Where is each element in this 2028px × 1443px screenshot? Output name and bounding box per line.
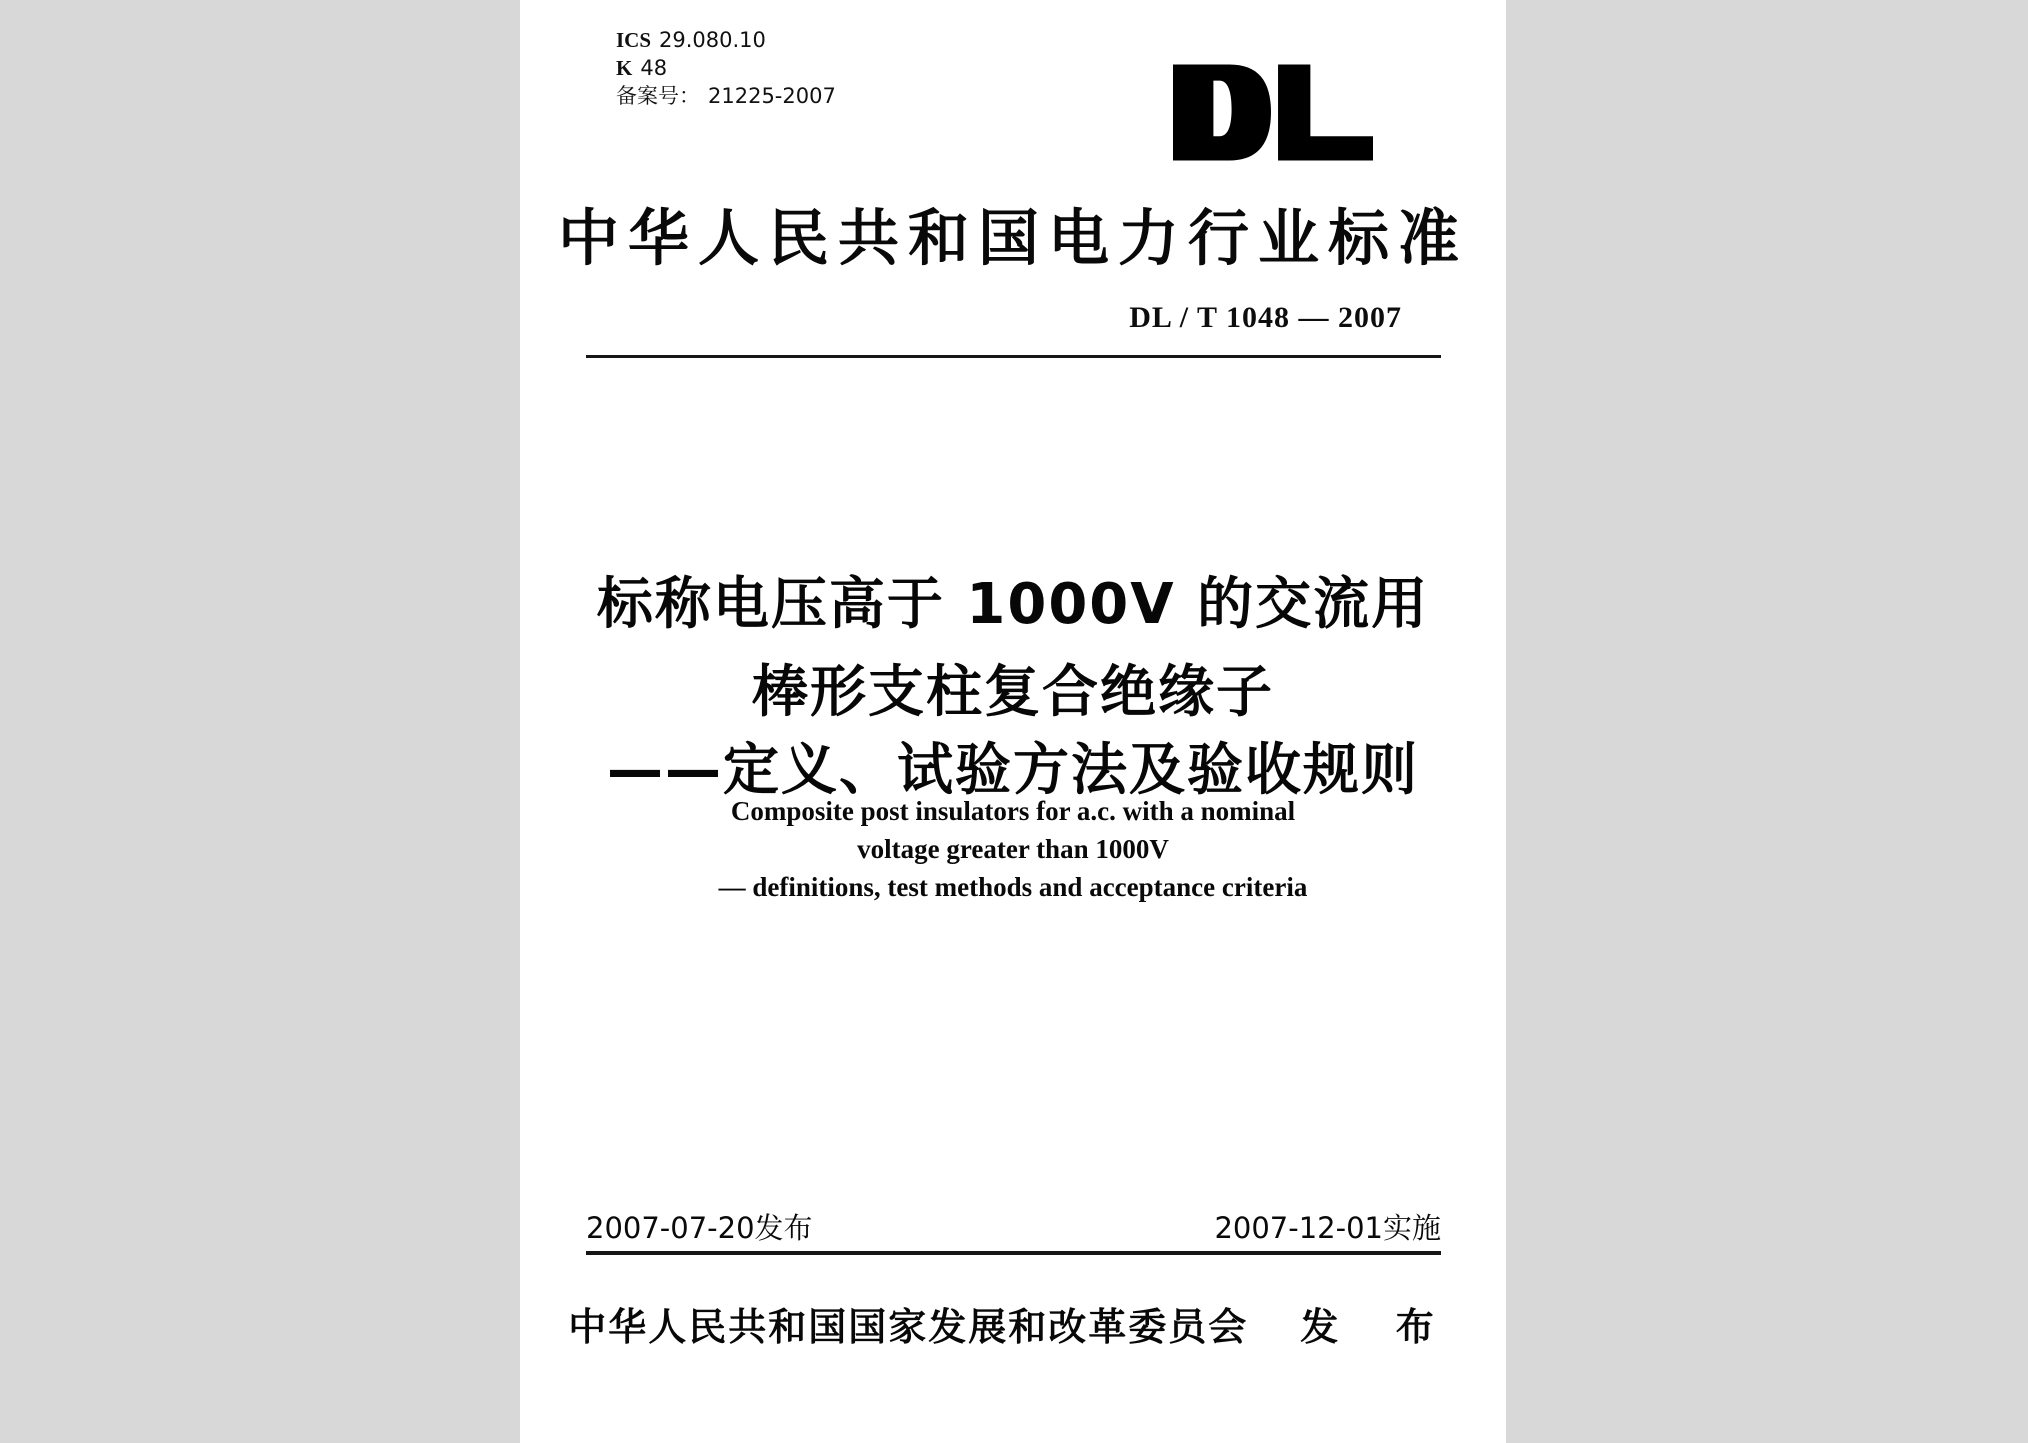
- header-divider: [586, 355, 1441, 358]
- standard-meta-block: [616, 26, 836, 110]
- english-subtitle-line2: voltage greater than 1000V: [857, 834, 1169, 864]
- record-number-value: 21225-2007: [708, 84, 836, 108]
- classification-value: 48: [640, 56, 668, 80]
- ics-label: ICS: [616, 28, 652, 52]
- document-title-line1: 标称电压高于 1000V 的交流用: [596, 572, 1430, 637]
- english-subtitle-line3: — definitions, test methods and acceptance criteria: [718, 872, 1308, 902]
- publisher-name: 中华人民共和国国家发展和改革委员会: [568, 1307, 1249, 1349]
- english-subtitle: [520, 792, 1506, 906]
- document-title-line2: 棒形支柱复合绝缘子: [752, 660, 1274, 725]
- classification-line: [616, 54, 836, 82]
- standard-number: DL / T 1048 — 2007: [1129, 301, 1402, 334]
- document-cover-page: [520, 0, 1506, 1443]
- dl-logo-icon: [1173, 64, 1373, 161]
- document-title-line3: ——定义、试验方法及验收规则: [607, 738, 1419, 803]
- publisher-row: [520, 1296, 1506, 1351]
- classification-label: K: [616, 56, 633, 80]
- ics-code-line: [616, 26, 836, 54]
- publish-label: 发 布: [1300, 1307, 1458, 1349]
- record-number-line: [616, 82, 836, 110]
- implementation-date: 2007-12-01实施: [1214, 1211, 1441, 1245]
- issue-date: 2007-07-20发布: [586, 1211, 813, 1245]
- dates-row: [586, 1206, 1441, 1247]
- footer-divider: [586, 1251, 1441, 1255]
- english-subtitle-line1: Composite post insulators for a.c. with a nominal: [730, 796, 1296, 826]
- ics-value: 29.080.10: [659, 28, 766, 52]
- page-title: 中华人民共和国电力行业标准: [557, 206, 1468, 273]
- record-number-label: 备案号：: [616, 84, 700, 108]
